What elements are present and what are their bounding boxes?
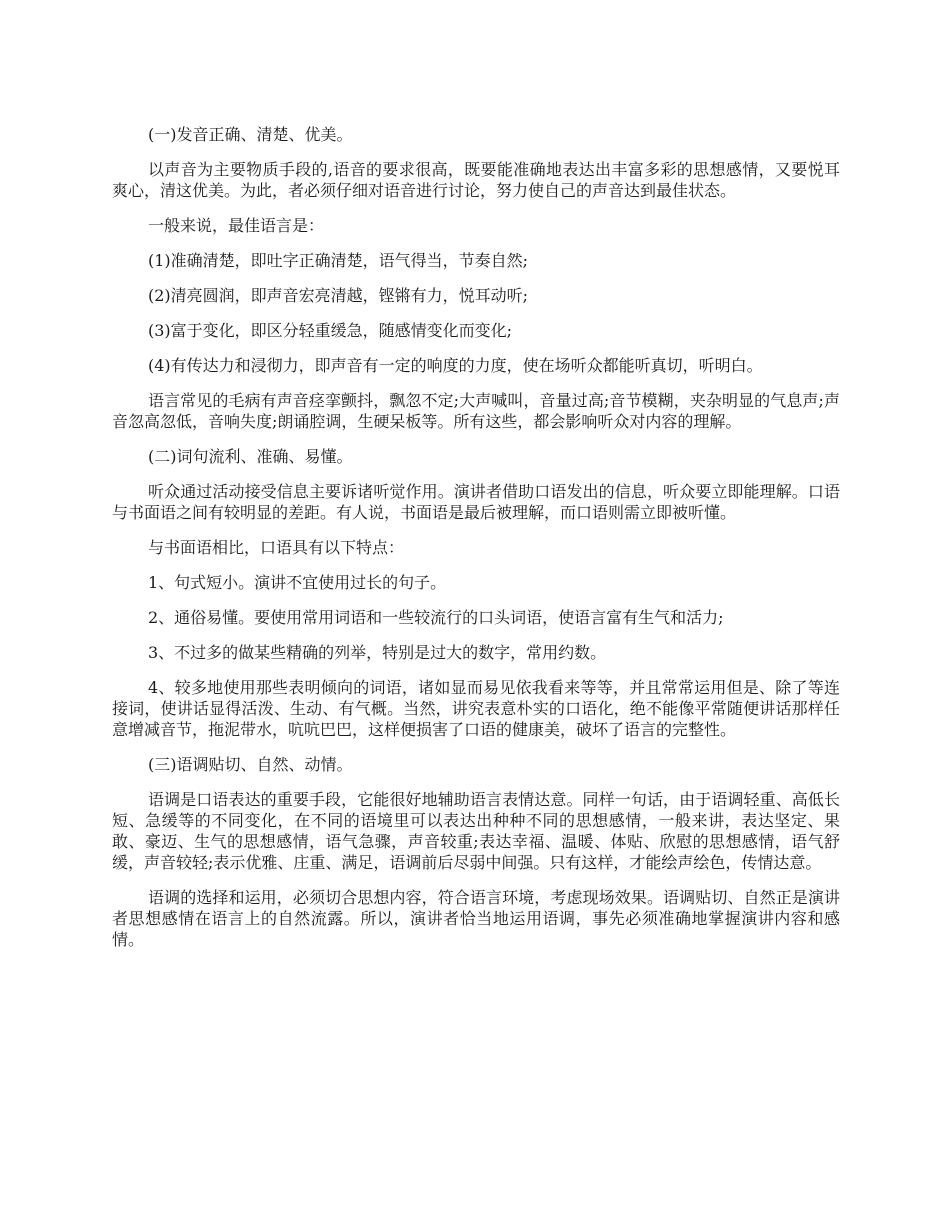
list-item: (4)有传达力和浸彻力，即声音有一定的响度的力度，使在场听众都能听真切，听明白。 bbox=[148, 356, 763, 375]
document-body bbox=[112, 124, 840, 964]
paragraph: 一般来说，最佳语言是： bbox=[148, 216, 325, 235]
list-item: 2、通俗易懂。要使用常用词语和一些较流行的口头词语，使语言富有生气和活力; bbox=[148, 608, 724, 627]
paragraph: 语调的选择和运用，必须切合思想内容，符合语言环境，考虑现场效果。语调贴切、自然正是演讲者思想感情在语言上的自然流露。所以，演讲者恰当地运用语调，事先必须准确地掌握演讲内容和感情。 bbox=[112, 888, 840, 949]
list-item: (3)富于变化，即区分轻重缓急，随感情变化而变化; bbox=[148, 321, 513, 340]
paragraph: 以声音为主要物质手段的,语音的要求很高，既要能准确地表达出丰富多彩的思想感情，又要悦耳爽心，清这优美。为此，者必须仔细对语音进行讨论，努力使自己的声音达到最佳状态。 bbox=[112, 160, 840, 200]
paragraph: 与书面语相比，口语具有以下特点： bbox=[148, 538, 405, 557]
paragraph: 语调是口语表达的重要手段，它能很好地辅助语言表情达意。同样一句话，由于语调轻重、高低长短、急缓等的不同变化，在不同的语境里可以表达出种种不同的思想感情，一般来讲，表达坚定、果敢、豪迈、生气的思想感情，语气急骤，声音较重;表达幸福、温暖、体贴、欣慰的思想感情，语气舒缓，声音较轻;表示优雅、庄重、满足，语调前后尽弱中间强。只有这样，才能绘声绘色，传情达意。 bbox=[112, 790, 840, 872]
list-item: 3、不过多的做某些精确的列举，特别是过大的数字，常用约数。 bbox=[148, 643, 607, 662]
section-heading-3: (三)语调贴切、自然、动情。 bbox=[148, 755, 353, 774]
paragraph: 听众通过活动接受信息主要诉诸听觉作用。演讲者借助口语发出的信息，听众要立即能理解。口语与书面语之间有较明显的差距。有人说，书面语是最后被理解，而口语则需立即被听懂。 bbox=[112, 482, 840, 522]
paragraph: 语言常见的毛病有声音痉挛颤抖，飘忽不定;大声喊叫，音量过高;音节模糊，夹杂明显的气息声;声音忽高忽低，音响失度;朗诵腔调，生硬呆板等。所有这些，都会影响听众对内容的理解。 bbox=[112, 391, 840, 431]
list-item: (2)清亮圆润，即声音宏亮清越，铿锵有力，悦耳动听; bbox=[148, 286, 529, 305]
list-item: 1、句式短小。演讲不宜使用过长的句子。 bbox=[148, 573, 447, 592]
list-item: 4、较多地使用那些表明倾向的词语，诸如显而易见依我看来等等，并且常常运用但是、除了等连接词，使讲话显得活泼、生动、有气概。当然，讲究表意朴实的口语化，绝不能像平常随便讲话那样任意增减音节，拖泥带水，吭吭巴巴，这样便损害了口语的健康美，破坏了语言的完整性。 bbox=[112, 678, 840, 739]
section-heading-2: (二)词句流利、准确、易懂。 bbox=[148, 447, 353, 466]
list-item: (1)准确清楚，即吐字正确清楚，语气得当，节奏自然; bbox=[148, 251, 529, 270]
section-heading-1: (一)发音正确、清楚、优美。 bbox=[148, 125, 353, 144]
